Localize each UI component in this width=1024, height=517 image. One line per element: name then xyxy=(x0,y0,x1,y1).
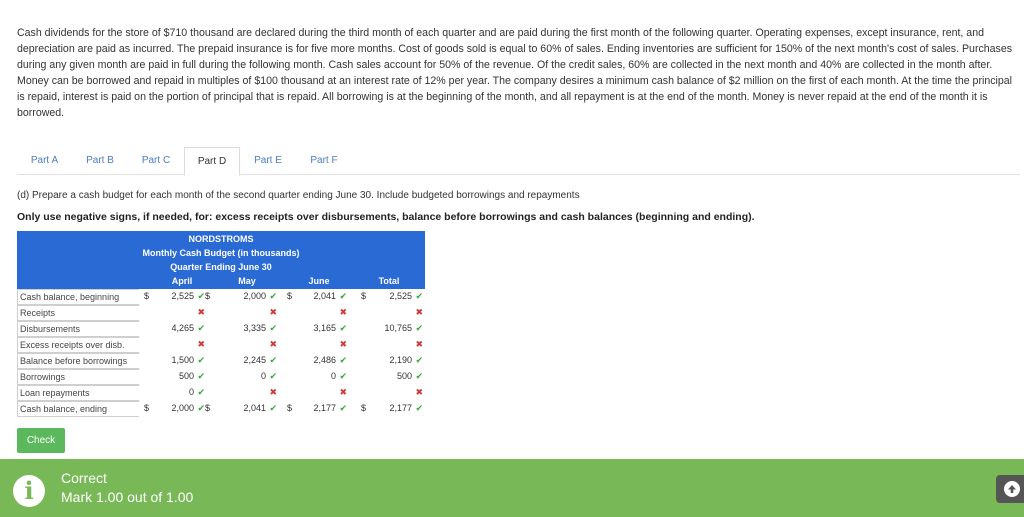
cross-icon: ✖ xyxy=(197,339,205,349)
value-input-april[interactable] xyxy=(139,321,207,337)
value-input-may[interactable] xyxy=(207,337,279,353)
value-input-may[interactable] xyxy=(207,353,279,369)
row-label: Loan repayments xyxy=(17,385,139,401)
cell-value: 2,190 xyxy=(389,355,412,365)
company-name: NORDSTROMS xyxy=(188,234,254,244)
currency-symbol: $ xyxy=(205,403,211,413)
info-icon: i xyxy=(13,475,45,507)
value-input-april[interactable] xyxy=(139,289,207,305)
tab-part-f[interactable]: Part F xyxy=(310,155,338,166)
currency-symbol: $ xyxy=(361,291,367,301)
row-label: Excess receipts over disb. xyxy=(17,337,139,353)
row-label: Receipts xyxy=(17,305,139,321)
check-button[interactable]: Check xyxy=(17,428,65,453)
cell-value: 2,525 xyxy=(389,291,412,301)
problem-text: Cash dividends for the store of $710 thousand are declared during the third month of each quarter and are paid during the first month of the following quarter. Operating expenses, except insurance, rent, and depreciation are paid as incurred. The prepaid insurance is for five more months. Cost of goods sold is equal to 60% of sales. Ending inventories are sufficient for 150% of the next month's cost of sales. Purchases during any given month are paid in full during the following month. Cash sales account for 50% of the revenue. Of the credit sales, 60% are collected in the next month and 40% are collected in the month after. Money can be borrowed and repaid in multiples of $100 thousand at an interest rate of 12% per year. The company desires a minimum cash balance of $2 million on the first of each month. At the time the principal is repaid, interest is paid on the portion of principal that is repaid. All borrowing is at the beginning of the month, and all repayment is at the end of the month. Money is never repaid at the end of the month it is borrowed. xyxy=(17,27,1013,119)
cell-value: 2,177 xyxy=(389,403,412,413)
cross-icon: ✖ xyxy=(415,339,423,349)
table-row xyxy=(17,401,425,417)
value-input-total[interactable] xyxy=(349,321,425,337)
feedback-title: Correct xyxy=(61,470,107,486)
cross-icon: ✖ xyxy=(339,387,347,397)
row-label: Borrowings xyxy=(17,369,139,385)
value-input-total[interactable] xyxy=(349,305,425,321)
value-input-may[interactable] xyxy=(207,401,279,417)
value-input-may[interactable] xyxy=(207,289,279,305)
cell-value: 2,525 xyxy=(171,291,194,301)
check-icon: ✔ xyxy=(269,371,277,381)
value-input-may[interactable] xyxy=(207,321,279,337)
check-icon: ✔ xyxy=(339,371,347,381)
value-input-april[interactable] xyxy=(139,369,207,385)
cross-icon: ✖ xyxy=(415,387,423,397)
cross-icon: ✖ xyxy=(415,307,423,317)
value-input-june[interactable] xyxy=(279,305,349,321)
cross-icon: ✖ xyxy=(269,387,277,397)
currency-symbol: $ xyxy=(144,291,150,301)
cell-value: 500 xyxy=(396,371,412,381)
value-input-total[interactable] xyxy=(349,401,425,417)
table-row xyxy=(17,337,425,353)
column-header-total: Total xyxy=(378,276,400,286)
currency-symbol: $ xyxy=(361,403,367,413)
value-input-total[interactable] xyxy=(349,353,425,369)
check-icon: ✔ xyxy=(269,291,277,301)
cell-value: 2,486 xyxy=(313,355,336,365)
cell-value: 2,000 xyxy=(171,403,194,413)
value-input-april[interactable] xyxy=(139,353,207,369)
check-icon: ✔ xyxy=(197,355,205,365)
table-row xyxy=(17,385,425,401)
check-icon: ✔ xyxy=(269,355,277,365)
check-icon: ✔ xyxy=(269,403,277,413)
budget-title: Monthly Cash Budget (in thousands) xyxy=(142,248,300,258)
currency-symbol: $ xyxy=(287,403,293,413)
row-label: Disbursements xyxy=(17,321,139,337)
budget-header xyxy=(17,231,425,289)
check-icon: ✔ xyxy=(197,387,205,397)
cell-value: 10,765 xyxy=(384,323,412,333)
value-input-total[interactable] xyxy=(349,369,425,385)
cell-value: 3,335 xyxy=(243,323,266,333)
cell-value: 500 xyxy=(178,371,194,381)
tab-part-b[interactable]: Part B xyxy=(86,155,114,166)
value-input-may[interactable] xyxy=(207,305,279,321)
cell-value: 0 xyxy=(330,371,336,381)
value-input-june[interactable] xyxy=(279,321,349,337)
cell-value: 4,265 xyxy=(171,323,194,333)
column-header-june: June xyxy=(308,276,330,286)
table-row xyxy=(17,305,425,321)
check-icon: ✔ xyxy=(415,371,423,381)
column-header-may: May xyxy=(238,276,256,286)
cell-value: 0 xyxy=(188,387,194,397)
tab-part-d[interactable]: Part D xyxy=(184,147,240,176)
value-input-total[interactable] xyxy=(349,337,425,353)
value-input-april[interactable] xyxy=(139,337,207,353)
currency-symbol: $ xyxy=(287,291,293,301)
check-icon: ✔ xyxy=(415,403,423,413)
value-input-april[interactable] xyxy=(139,385,207,401)
check-icon: ✔ xyxy=(339,355,347,365)
table-row xyxy=(17,289,425,305)
check-icon: ✔ xyxy=(415,323,423,333)
cross-icon: ✖ xyxy=(197,307,205,317)
feedback-banner xyxy=(0,459,1024,517)
check-icon: ✔ xyxy=(197,323,205,333)
table-row xyxy=(17,353,425,369)
value-input-may[interactable] xyxy=(207,385,279,401)
table-row xyxy=(17,321,425,337)
value-input-june[interactable] xyxy=(279,369,349,385)
cell-value: 2,245 xyxy=(243,355,266,365)
row-label: Balance before borrowings xyxy=(17,353,139,369)
value-input-may[interactable] xyxy=(207,369,279,385)
check-icon: ✔ xyxy=(197,403,205,413)
tab-part-e[interactable]: Part E xyxy=(254,155,282,166)
scroll-up-button[interactable] xyxy=(996,475,1024,503)
table-row xyxy=(17,369,425,385)
tab-part-c[interactable]: Part C xyxy=(141,155,171,166)
column-header-april: April xyxy=(171,276,193,286)
feedback-mark: Mark 1.00 out of 1.00 xyxy=(61,489,194,505)
cell-value: 2,177 xyxy=(313,403,336,413)
instruction-text: (d) Prepare a cash budget for each month of the second quarter ending June 30. Include budgeted borrowings and repayments xyxy=(17,190,580,201)
value-input-june[interactable] xyxy=(279,337,349,353)
value-input-june[interactable] xyxy=(279,353,349,369)
part-tabs xyxy=(17,147,1020,175)
check-icon: ✔ xyxy=(415,291,423,301)
check-icon: ✔ xyxy=(339,403,347,413)
check-icon: ✔ xyxy=(339,323,347,333)
cell-value: 2,041 xyxy=(313,291,336,301)
tab-part-a[interactable]: Part A xyxy=(30,155,59,166)
cross-icon: ✖ xyxy=(339,339,347,349)
arrow-up-icon xyxy=(1004,481,1020,497)
value-input-june[interactable] xyxy=(279,289,349,305)
row-label: Cash balance, ending xyxy=(17,401,139,417)
budget-period: Quarter Ending June 30 xyxy=(170,262,272,272)
value-input-april[interactable] xyxy=(139,305,207,321)
cell-value: 0 xyxy=(260,371,266,381)
check-icon: ✔ xyxy=(269,323,277,333)
value-input-april[interactable] xyxy=(139,401,207,417)
check-icon: ✔ xyxy=(197,291,205,301)
cross-icon: ✖ xyxy=(269,307,277,317)
check-icon: ✔ xyxy=(415,355,423,365)
cell-value: 3,165 xyxy=(313,323,336,333)
sign-note: Only use negative signs, if needed, for: excess receipts over disbursements, balance before borrowings and cash balances (beginning and ending). xyxy=(17,211,755,223)
cell-value: 1,500 xyxy=(171,355,194,365)
cell-value: 2,000 xyxy=(243,291,266,301)
cross-icon: ✖ xyxy=(339,307,347,317)
value-input-total[interactable] xyxy=(349,385,425,401)
check-icon: ✔ xyxy=(197,371,205,381)
check-icon: ✔ xyxy=(339,291,347,301)
value-input-june[interactable] xyxy=(279,401,349,417)
cross-icon: ✖ xyxy=(269,339,277,349)
cell-value: 2,041 xyxy=(243,403,266,413)
value-input-june[interactable] xyxy=(279,385,349,401)
currency-symbol: $ xyxy=(144,403,150,413)
value-input-total[interactable] xyxy=(349,289,425,305)
row-label: Cash balance, beginning xyxy=(17,289,139,305)
currency-symbol: $ xyxy=(205,291,211,301)
